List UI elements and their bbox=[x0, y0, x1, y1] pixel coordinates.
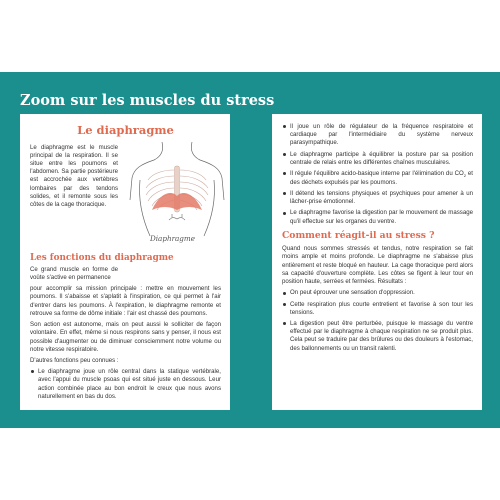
torso-diaphragm-illustration bbox=[122, 140, 232, 250]
intro-block bbox=[30, 144, 221, 250]
functions-title: Les fonctions du diaphragme bbox=[30, 252, 174, 263]
list-item: On peut éprouver une sensation d'oppression. bbox=[282, 289, 473, 297]
list-item bbox=[282, 170, 473, 187]
left-card bbox=[20, 114, 230, 410]
list-item: Le diaphragme participe à équilibrer la posture par sa position centrale de relais entre les différentes chaînes musculaires. bbox=[282, 151, 473, 167]
diaphragm-title: Le diaphragme bbox=[77, 123, 174, 137]
functions-paragraph-start: Ce grand muscle en forme de voûte s'active en permanence bbox=[30, 265, 118, 281]
torso-icon bbox=[122, 140, 232, 240]
page-title: Zoom sur les muscles du stress bbox=[20, 92, 275, 109]
stress-paragraph: Quand nous sommes stressés et tendus, notre respiration se fait moins ample et moins profonde. Le diaphragme ne s'abaisse plus entièrement et reste bloqué en hauteur. La cage thoracique perd alors sa capacité d'ouverture complète. Les côtes se figent à leur tour en position haute, serrées et fermées. Résultats : bbox=[282, 245, 473, 286]
intro-paragraph: Le diaphragme est le muscle principal de la respiration. Il se situe entre les poumons et l'abdomen. Sa partie postérieure est accrochée aux vertèbres lombaires par des tendons solides, et il remonte sous les côtes de la cage thoracique. bbox=[30, 143, 118, 209]
co2-subscript: 2 bbox=[463, 173, 466, 179]
figure-label: Diaphragme bbox=[150, 233, 195, 243]
list-item: Il détend les tensions physiques et psychiques pour amener à un lâcher-prise émotionnel. bbox=[282, 190, 473, 206]
autonomy-paragraph: Son action est autonome, mais on peut aussi le solliciter de façon volontaire. En effet, même si nous respirons sans y penser, il nous est possible d'augmenter ou de diminuer consciemment notre volume ou notre vitesse respiratoire. bbox=[30, 321, 221, 353]
left-bullet-list bbox=[30, 368, 221, 401]
right-card bbox=[272, 114, 482, 410]
list-item: La digestion peut être perturbée, puisque le massage du ventre effectué par le diaphragme à chaque respiration ne se produit plus. Cela peut se traduire par des brûlures ou des douleurs à l'estomac, des ballonnements ou un transit ralenti. bbox=[282, 320, 473, 353]
stress-title: Comment réagit-il au stress ? bbox=[282, 229, 435, 241]
list-item: Cette respiration plus courte entretient et favorise à son tour les tensions. bbox=[282, 301, 473, 317]
stress-bullet-list bbox=[282, 289, 473, 353]
functions-paragraph-end: pour accomplir sa mission principale : mettre en mouvement les poumons. Il s'abaisse et s'aplatit à l'inspiration, ce qui permet à l'air d'entrer dans les poumons. À l'expiration, le diaphragme remonte et retrouve sa forme de dôme initiale : l'air est chassé des poumons. bbox=[30, 285, 221, 317]
list-item: Il joue un rôle de régulateur de la fréquence respiratoire et cardiaque par l'intermédiaire du système nerveux parasympathique. bbox=[282, 123, 473, 148]
list-item: Le diaphragme favorise la digestion par le mouvement de massage qu'il effectue sur les organes du ventre. bbox=[282, 209, 473, 225]
co2-text-before: Il régule l'équilibre acido-basique interne par l'élimination du CO bbox=[290, 170, 464, 178]
right-bullet-list bbox=[282, 123, 473, 226]
other-functions-intro: D'autres fonctions peu connues : bbox=[30, 356, 119, 364]
list-item: Le diaphragme joue un rôle central dans la statique vertébrale, avec l'appui du muscle psoas qui est situé juste en dessous. Leur action combinée place au bon endroit le creux que nous avons naturellement en bas du dos. bbox=[30, 368, 221, 401]
co2-text-after: et des déchets expulsés par les poumons. bbox=[290, 170, 473, 186]
